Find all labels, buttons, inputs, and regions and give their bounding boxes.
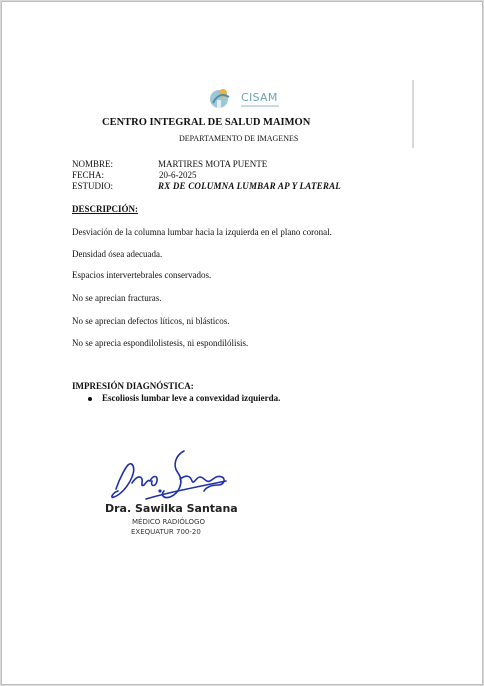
handwritten-signature [106,447,230,505]
study-label: ESTUDIO: [72,181,113,191]
logo-tagline-line [241,105,279,107]
finding-line: No se aprecia espondilolistesis, ni espondilólisis. [72,338,249,348]
finding-line: No se aprecian defectos líticos, ni blásticos. [72,316,230,326]
name-label: NOMBRE: [72,159,114,169]
impression-item: Escoliosis lumbar leve a convexidad izquierda. [102,393,281,403]
bullet-icon [88,397,92,401]
logo-icon [207,85,241,111]
doctor-exequatur: EXEQUATUR 700-20 [131,528,201,536]
clinic-logo [207,85,279,111]
date-label: FECHA: [72,170,105,180]
description-title: DESCRIPCIÓN: [72,204,139,214]
doctor-name: Dra. Sawilka Santana [105,502,238,515]
name-value: MARTIRES MOTA PUENTE [158,159,268,169]
doctor-role: MÉDICO RADIÓLOGO [132,518,205,526]
impression-title: IMPRESIÓN DIAGNÓSTICA: [72,381,194,391]
logo-text: CISAM [241,91,278,104]
margin-marker [412,80,414,148]
document-page [1,1,483,685]
finding-line: Densidad ósea adecuada. [72,249,163,259]
date-value: 20-6-2025 [159,170,197,180]
finding-line: No se aprecian fracturas. [72,293,162,303]
study-value: RX DE COLUMNA LUMBAR AP Y LATERAL [158,181,341,191]
finding-line: Desviación de la columna lumbar hacia la izquierda en el plano coronal. [72,227,332,237]
finding-line: Espacios intervertebrales conservados. [72,270,212,280]
organization-title: CENTRO INTEGRAL DE SALUD MAIMON [102,117,311,128]
department-name: DEPARTAMENTO DE IMAGENES [179,134,299,143]
